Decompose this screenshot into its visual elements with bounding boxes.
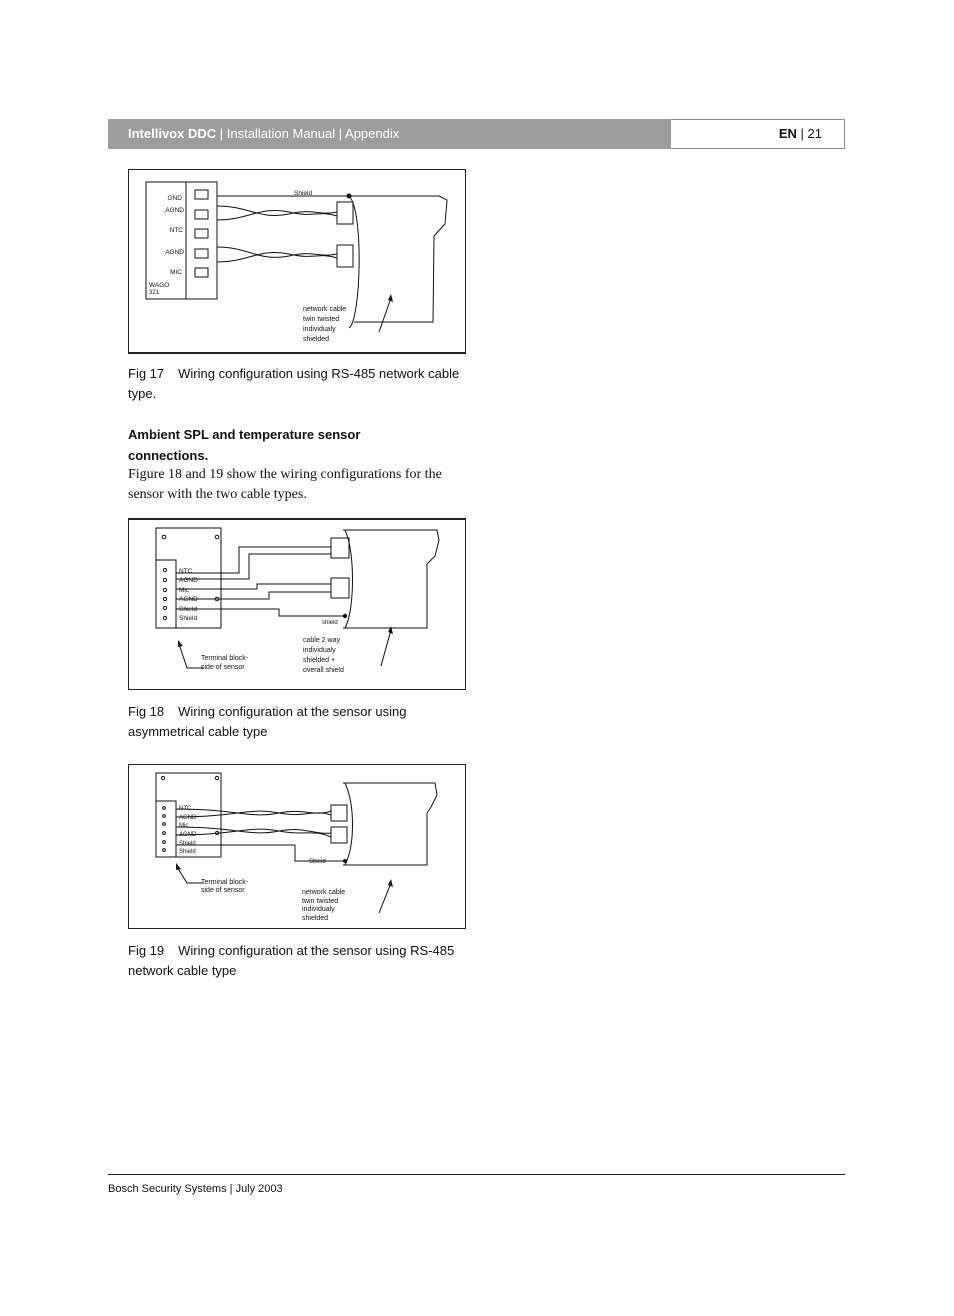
terminal-screw <box>163 606 166 609</box>
label-cable-line: shielded <box>303 336 330 343</box>
figure-18-caption <box>128 702 468 742</box>
caption-text: Wiring configuration using RS-485 network cable type. <box>128 366 460 401</box>
label-terminal-block: Terminal block- <box>201 879 249 886</box>
callout-line-cable <box>381 630 391 666</box>
inner-shield-1 <box>331 538 349 558</box>
terminal-screw <box>163 849 166 852</box>
terminal-screw <box>163 832 166 835</box>
terminal-block <box>156 801 176 857</box>
mounting-hole <box>162 535 166 539</box>
figure-19 <box>128 764 466 929</box>
label-ntc: NTC <box>169 227 183 234</box>
section-heading: Ambient SPL and temperature sensor connections. <box>128 427 361 463</box>
header-manual: Installation Manual <box>226 126 336 141</box>
label-cable-line: individualy <box>303 647 336 654</box>
figure-18-wiring-diagram <box>129 520 465 689</box>
body-paragraph: Figure 18 and 19 show the wiring configurations for the sensor with the two cable types. <box>128 467 442 502</box>
inner-shield-1 <box>331 805 347 821</box>
inner-shield-2 <box>331 827 347 843</box>
header-product: Intellivox DDC <box>128 126 217 141</box>
caption-text: Wiring configuration at the sensor using asymmetrical cable type <box>128 704 407 739</box>
terminal-screw <box>163 616 166 619</box>
label-shield: Shield <box>179 615 198 622</box>
callout-arrowhead <box>176 863 181 870</box>
label-cable-line: overall shield <box>303 667 344 674</box>
inner-shield-2 <box>337 245 353 267</box>
terminal-screw <box>163 597 166 600</box>
callout-arrowhead <box>388 294 393 302</box>
terminal-screw <box>163 823 166 826</box>
mounting-hole <box>215 535 219 539</box>
label-wago-number: 321 <box>149 290 160 296</box>
label-terminal-block: side of sensor <box>201 887 245 894</box>
terminal-screw <box>163 815 166 818</box>
callout-line-cable <box>379 883 391 913</box>
header-separator: | <box>216 126 227 141</box>
footer-text: Bosch Security Systems | July 2003 <box>108 1183 283 1195</box>
wire-ntc <box>176 547 331 573</box>
figure-number: Fig 17 <box>128 366 165 381</box>
shield-junction-dot <box>343 859 347 863</box>
label-ntc: NTC <box>179 806 192 812</box>
callout-arrowhead <box>388 626 393 634</box>
running-header <box>108 119 671 149</box>
figure-number: Fig 19 <box>128 943 165 958</box>
label-mic: Mic <box>179 587 190 594</box>
label-cable-line: shielded <box>302 915 329 922</box>
terminal-screw <box>163 578 166 581</box>
label-shield: Shield <box>179 606 198 613</box>
page-number: 21 <box>807 126 822 141</box>
mounting-hole <box>161 776 164 779</box>
label-cable-line: twin twisted <box>303 316 340 323</box>
label-shield: shield <box>322 620 338 626</box>
header-separator: | <box>335 126 346 141</box>
caption-text: Wiring configuration at the sensor using RS-485 network cable type <box>128 943 455 978</box>
terminal-agnd <box>195 210 208 219</box>
wire <box>176 827 331 833</box>
cable-shield-curve <box>345 783 353 865</box>
inner-shield-1 <box>337 202 353 224</box>
terminal-screw <box>163 568 166 571</box>
callout-arrowhead <box>388 879 393 887</box>
footer-divider <box>108 1174 845 1175</box>
header-section: Appendix <box>345 126 400 141</box>
wire-mic <box>176 584 331 589</box>
label-mic: Mic <box>179 823 189 829</box>
figure-19-caption <box>128 941 468 981</box>
callout-line-terminal <box>177 867 203 883</box>
label-cable-line: network cable <box>303 306 347 313</box>
wire-agnd <box>176 554 331 579</box>
terminal-strip-right <box>186 182 217 299</box>
label-agnd: AGND <box>179 596 198 603</box>
label-cable-line: cable 2 way <box>303 637 340 644</box>
label-agnd: AGND <box>165 249 184 256</box>
label-cable-line: individualy <box>302 906 335 913</box>
figure-17 <box>128 169 466 354</box>
label-ntc: NTC <box>179 568 193 575</box>
label-shield: Shield <box>179 841 196 847</box>
header-language: EN <box>778 126 797 141</box>
label-cable-line: individualy <box>303 326 336 333</box>
cable-outline <box>343 783 437 865</box>
shield-junction-dot <box>343 614 347 618</box>
label-shield: Shield <box>294 190 313 197</box>
terminal-screw <box>163 588 166 591</box>
label-gnd: GND <box>167 195 182 202</box>
label-agnd: AGND <box>165 207 184 214</box>
figure-17-wiring-diagram <box>129 170 465 352</box>
figure-number: Fig 18 <box>128 704 165 719</box>
terminal-agnd <box>195 249 208 258</box>
label-mic: MIC <box>170 269 182 276</box>
shield-junction-dot <box>347 194 352 199</box>
figure-18 <box>128 518 466 690</box>
cable-outline <box>343 530 439 628</box>
figure-19-wiring-diagram <box>129 765 465 928</box>
mounting-hole <box>215 776 218 779</box>
label-terminal-block: side of sensor <box>201 664 245 671</box>
terminal-screw <box>163 807 166 810</box>
terminal-mic <box>195 268 208 277</box>
label-agnd: AGND <box>179 815 197 821</box>
label-terminal-block: Terminal block- <box>201 655 249 662</box>
callout-line <box>379 298 391 332</box>
wire-agnd <box>176 592 331 599</box>
label-agnd: AGND <box>179 832 197 838</box>
label-wago: WAGO <box>149 282 170 289</box>
header-separator: | <box>796 126 808 141</box>
label-agnd: AGND <box>179 577 198 584</box>
terminal-gnd <box>195 190 208 199</box>
terminal-screw <box>163 841 166 844</box>
terminal-ntc <box>195 229 208 238</box>
label-shield: Shield <box>179 849 196 855</box>
callout-line-terminal <box>179 644 203 668</box>
label-cable-line: network cable <box>302 889 346 896</box>
wire-shield <box>176 609 345 616</box>
terminal-block <box>156 560 176 628</box>
inner-shield-2 <box>331 578 349 598</box>
label-cable-line: twin twisted <box>302 898 339 905</box>
figure-17-caption <box>128 364 468 404</box>
cable-shield-curve <box>349 196 359 328</box>
callout-arrowhead <box>178 640 183 647</box>
label-cable-line: shielded + <box>303 657 336 664</box>
label-shield: Shield <box>309 859 326 865</box>
header-page-box <box>671 119 845 149</box>
